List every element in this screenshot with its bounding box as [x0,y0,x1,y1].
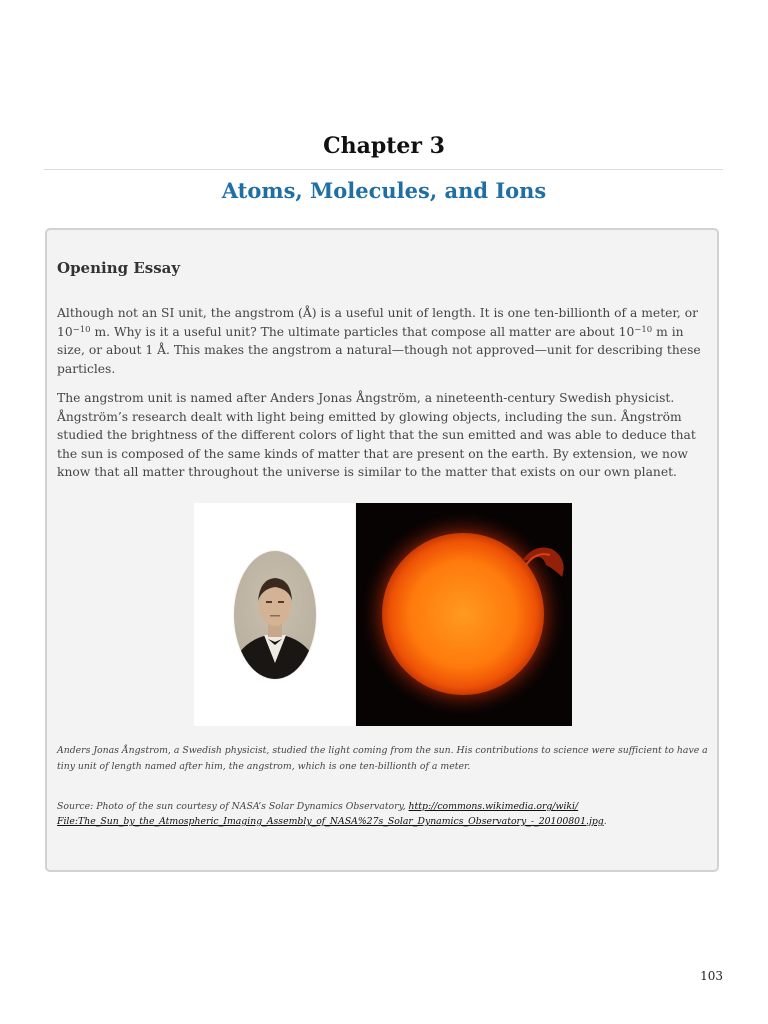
paragraph-text: Although not an SI unit, the angstrom (Å) is a useful unit of length. It is one ten-billionth of a meter, or 10 [57,306,699,339]
chapter-label: Chapter 3 [323,133,445,159]
essay-paragraph-1 [57,304,712,378]
source-link[interactable]: http://commons.wikimedia.org/wiki/ File:The_Sun_by_the_Atmospheric_Imaging_Assembly_of_NASA%27s_Solar_Dynamics_Observatory_-_20100801.jpg [57,801,604,827]
sun-image [356,503,572,726]
essay-paragraph-2: The angstrom unit is named after Anders Jonas Ångström, a nineteenth-century Swedish physicist. Ångström’s research dealt with light being emitted by glowing objects, including the sun. Ångström studied the brightness of the different colors of light that the sun emitted and was able to deduce that the sun is composed of the same kinds of matter that are present on the earth. By extension, we now know that all matter throughout the universe is similar to the matter that exists on our own planet. [57,391,696,480]
exponent: −10 [72,324,91,335]
figure-source [57,799,717,829]
source-prefix: Source: Photo of the sun courtesy of NASA’s Solar Dynamics Observatory, [57,801,409,812]
source-suffix: . [603,816,607,827]
chapter-title: Atoms, Molecules, and Ions [221,178,547,203]
sun-illustration [356,503,572,726]
angstrom-portrait-image [194,503,355,726]
paragraph-text: m. Why is it a useful unit? The ultimate particles that compose all matter are about 10 [90,324,635,339]
divider [44,169,723,170]
essay-heading: Opening Essay [57,259,181,277]
portrait-illustration [194,503,355,726]
page-number: 103 [700,969,723,983]
figure-caption: Anders Jonas Ångstrom, a Swedish physicist, studied the light coming from the sun. His contributions to science were sufficient to have a tiny unit of length named after him, the angstrom, which is one ten-billionth of a meter. [57,745,708,772]
exponent: −10 [634,324,653,335]
paragraph-text: m in size, or about 1 Å. This makes the angstrom a natural—though not approved—unit for describing these particles. [57,324,701,376]
